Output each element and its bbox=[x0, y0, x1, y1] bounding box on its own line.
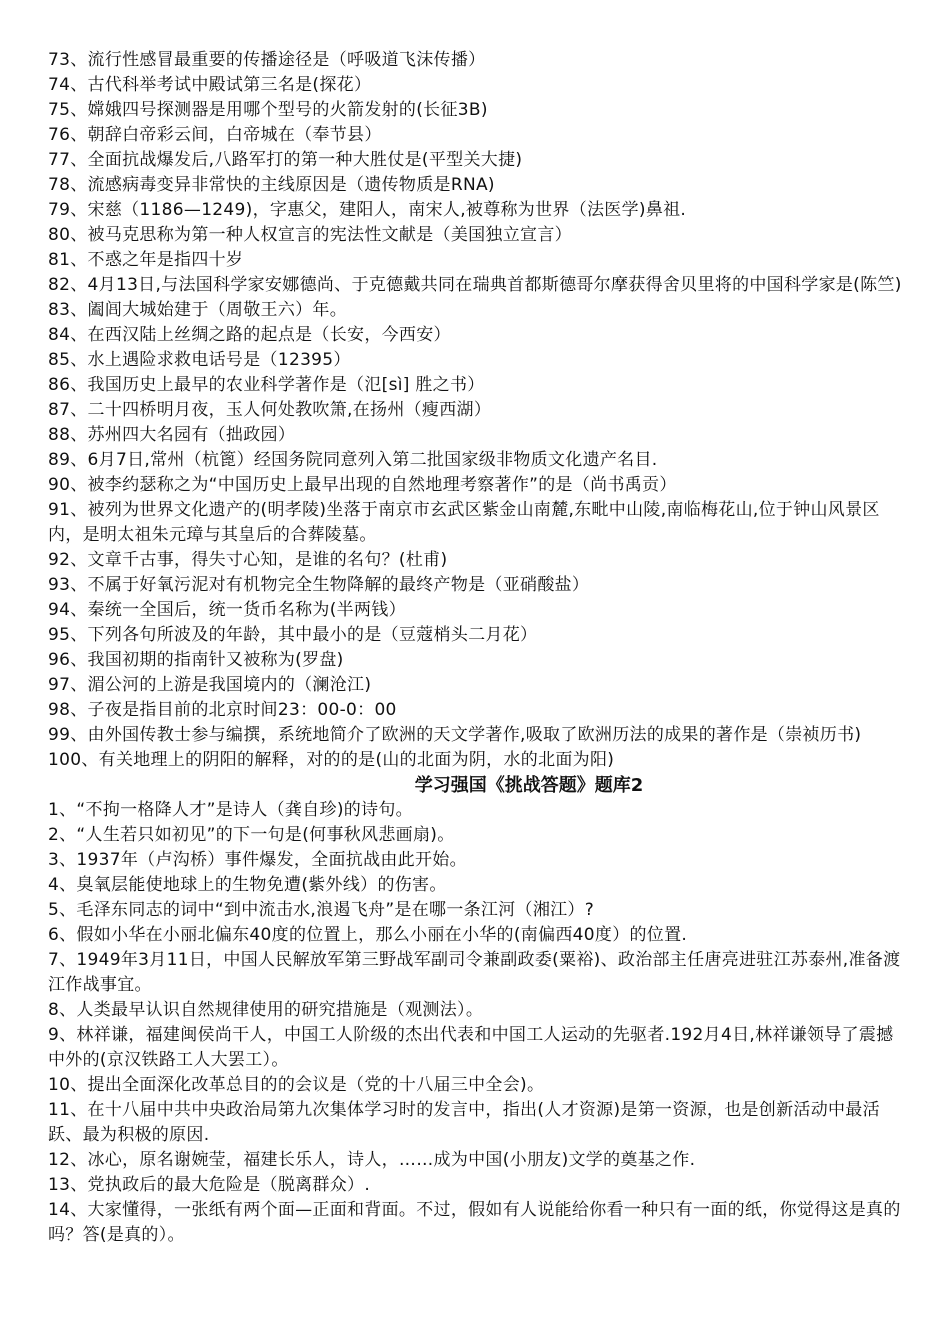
quiz-item-6: 6、假如小华在小丽北偏东40度的位置上，那么小丽在小华的(南偏西40度）的位置. bbox=[48, 925, 688, 945]
quiz-item-1: 1、“不拘一格降人才”是诗人（龚自珍)的诗句。 bbox=[48, 800, 413, 820]
quiz-item-10: 10、提出全面深化改革总目的的会议是（党的十八届三中全会)。 bbox=[48, 1075, 545, 1095]
quiz-item-99: 99、由外国传教士参与编撰，系统地简介了欧洲的天文学著作,吸取了欧洲历法的成果的著作是（崇祯历书) bbox=[48, 725, 862, 745]
quiz-item-80: 80、被马克思称为第一种人权宣言的宪法性文献是（美国独立宣言） bbox=[48, 225, 572, 245]
quiz-item-98: 98、子夜是指目前的北京时间23：00-0：00 bbox=[48, 700, 397, 720]
quiz-item-2: 2、“人生若只如初见”的下一句是(何事秋风悲画扇)。 bbox=[48, 825, 455, 845]
quiz-item-75: 75、嫦娥四号探测器是用哪个型号的火箭发射的(长征3B) bbox=[48, 100, 488, 120]
quiz-item-7: 7、1949年3月11日，中国人民解放军第三野战军副司令兼副政委(粟裕)、政治部主任唐亮进驻江苏泰州,准备渡江作战事宜。 bbox=[48, 950, 901, 995]
quiz-item-86: 86、我国历史上最早的农业科学著作是（氾[sì] 胜之书） bbox=[48, 375, 485, 395]
quiz-item-5: 5、毛泽东同志的词中“到中流击水,浪遏飞舟”是在哪一条江河（湘江）? bbox=[48, 900, 595, 920]
quiz-item-77: 77、全面抗战爆发后,八路军打的第一种大胜仗是(平型关大捷) bbox=[48, 150, 523, 170]
quiz-item-85: 85、水上遇险求救电话号是（12395） bbox=[48, 350, 351, 370]
quiz-item-11: 11、在十八届中共中央政治局第九次集体学习时的发言中，指出(人才资源)是第一资源，也是创新活动中最活跃、最为积极的原因. bbox=[48, 1100, 880, 1145]
quiz-item-95: 95、下列各句所波及的年龄，其中最小的是（豆蔻梢头二月花） bbox=[48, 625, 538, 645]
quiz-item-90: 90、被李约瑟称之为“中国历史上最早出现的自然地理考察著作”的是（尚书禹贡） bbox=[48, 475, 677, 495]
quiz-item-100: 100、有关地理上的阴阳的解释，对的的是(山的北面为阴，水的北面为阳) bbox=[48, 750, 615, 770]
quiz-item-9: 9、林祥谦，福建闽侯尚干人，中国工人阶级的杰出代表和中国工人运动的先驱者.192月4日,林祥谦领导了震撼中外的(京汉铁路工人大罢工）。 bbox=[48, 1025, 894, 1070]
quiz-item-93: 93、不属于好氧污泥对有机物完全生物降解的最终产物是（亚硝酸盐） bbox=[48, 575, 590, 595]
quiz-list-part1 bbox=[48, 48, 910, 773]
quiz-item-97: 97、湄公河的上游是我国境内的（澜沧江) bbox=[48, 675, 372, 695]
quiz-item-96: 96、我国初期的指南针又被称为(罗盘) bbox=[48, 650, 344, 670]
quiz-item-74: 74、古代科举考试中殿试第三名是(探花） bbox=[48, 75, 372, 95]
quiz-item-88: 88、苏州四大名园有（拙政园） bbox=[48, 425, 296, 445]
quiz-item-14: 14、大家懂得，一张纸有两个面—正面和背面。不过，假如有人说能给你看一种只有一面的纸，你觉得这是真的吗？答(是真的）。 bbox=[48, 1200, 901, 1245]
quiz-item-84: 84、在西汉陆上丝绸之路的起点是（长安，今西安） bbox=[48, 325, 451, 345]
quiz-item-13: 13、党执政后的最大危险是（脱离群众）. bbox=[48, 1175, 371, 1195]
quiz-item-8: 8、人类最早认识自然规律使用的研究措施是（观测法）。 bbox=[48, 1000, 484, 1020]
section-heading: 学习强国《挑战答题》题库2 bbox=[414, 775, 644, 796]
quiz-item-81: 81、不惑之年是指四十岁 bbox=[48, 250, 244, 270]
quiz-item-78: 78、流感病毒变异非常快的主线原因是（遗传物质是RNA) bbox=[48, 175, 495, 195]
quiz-item-83: 83、阖闾大城始建于（周敬王六）年。 bbox=[48, 300, 348, 320]
quiz-item-76: 76、朝辞白帝彩云间，白帝城在（奉节县） bbox=[48, 125, 382, 145]
quiz-item-79: 79、宋慈（1186—1249)，字惠父，建阳人，南宋人,被尊称为世界（法医学)鼻祖. bbox=[48, 200, 687, 220]
quiz-item-73: 73、流行性感冒最重要的传播途径是（呼吸道飞沫传播） bbox=[48, 50, 486, 70]
quiz-item-92: 92、文章千古事，得失寸心知，是谁的名句？(杜甫) bbox=[48, 550, 448, 570]
quiz-item-12: 12、冰心，原名谢婉莹，福建长乐人，诗人，……成为中国(小朋友)文学的奠基之作. bbox=[48, 1150, 696, 1170]
quiz-item-89: 89、6月7日,常州（杭篦）经国务院同意列入第二批国家级非物质文化遗产名目. bbox=[48, 450, 658, 470]
quiz-item-91: 91、被列为世界文化遗产的(明孝陵)坐落于南京市玄武区紫金山南麓,东毗中山陵,南临梅花山,位于钟山风景区内，是明太祖朱元璋与其皇后的合葬陵墓。 bbox=[48, 500, 880, 545]
quiz-item-87: 87、二十四桥明月夜，玉人何处教吹箫,在扬州（瘦西湖） bbox=[48, 400, 492, 420]
quiz-item-82: 82、4月13日,与法国科学家安娜德尚、于克德戴共同在瑞典首都斯德哥尔摩获得舍贝里将的中国科学家是(陈竺) bbox=[48, 275, 902, 295]
quiz-item-3: 3、1937年（卢沟桥）事件爆发，全面抗战由此开始。 bbox=[48, 850, 467, 870]
quiz-item-94: 94、秦统一全国后，统一货币名称为(半两钱） bbox=[48, 600, 406, 620]
quiz-item-4: 4、臭氧层能使地球上的生物免遭(紫外线）的伤害。 bbox=[48, 875, 447, 895]
quiz-list-part2 bbox=[48, 798, 910, 1248]
